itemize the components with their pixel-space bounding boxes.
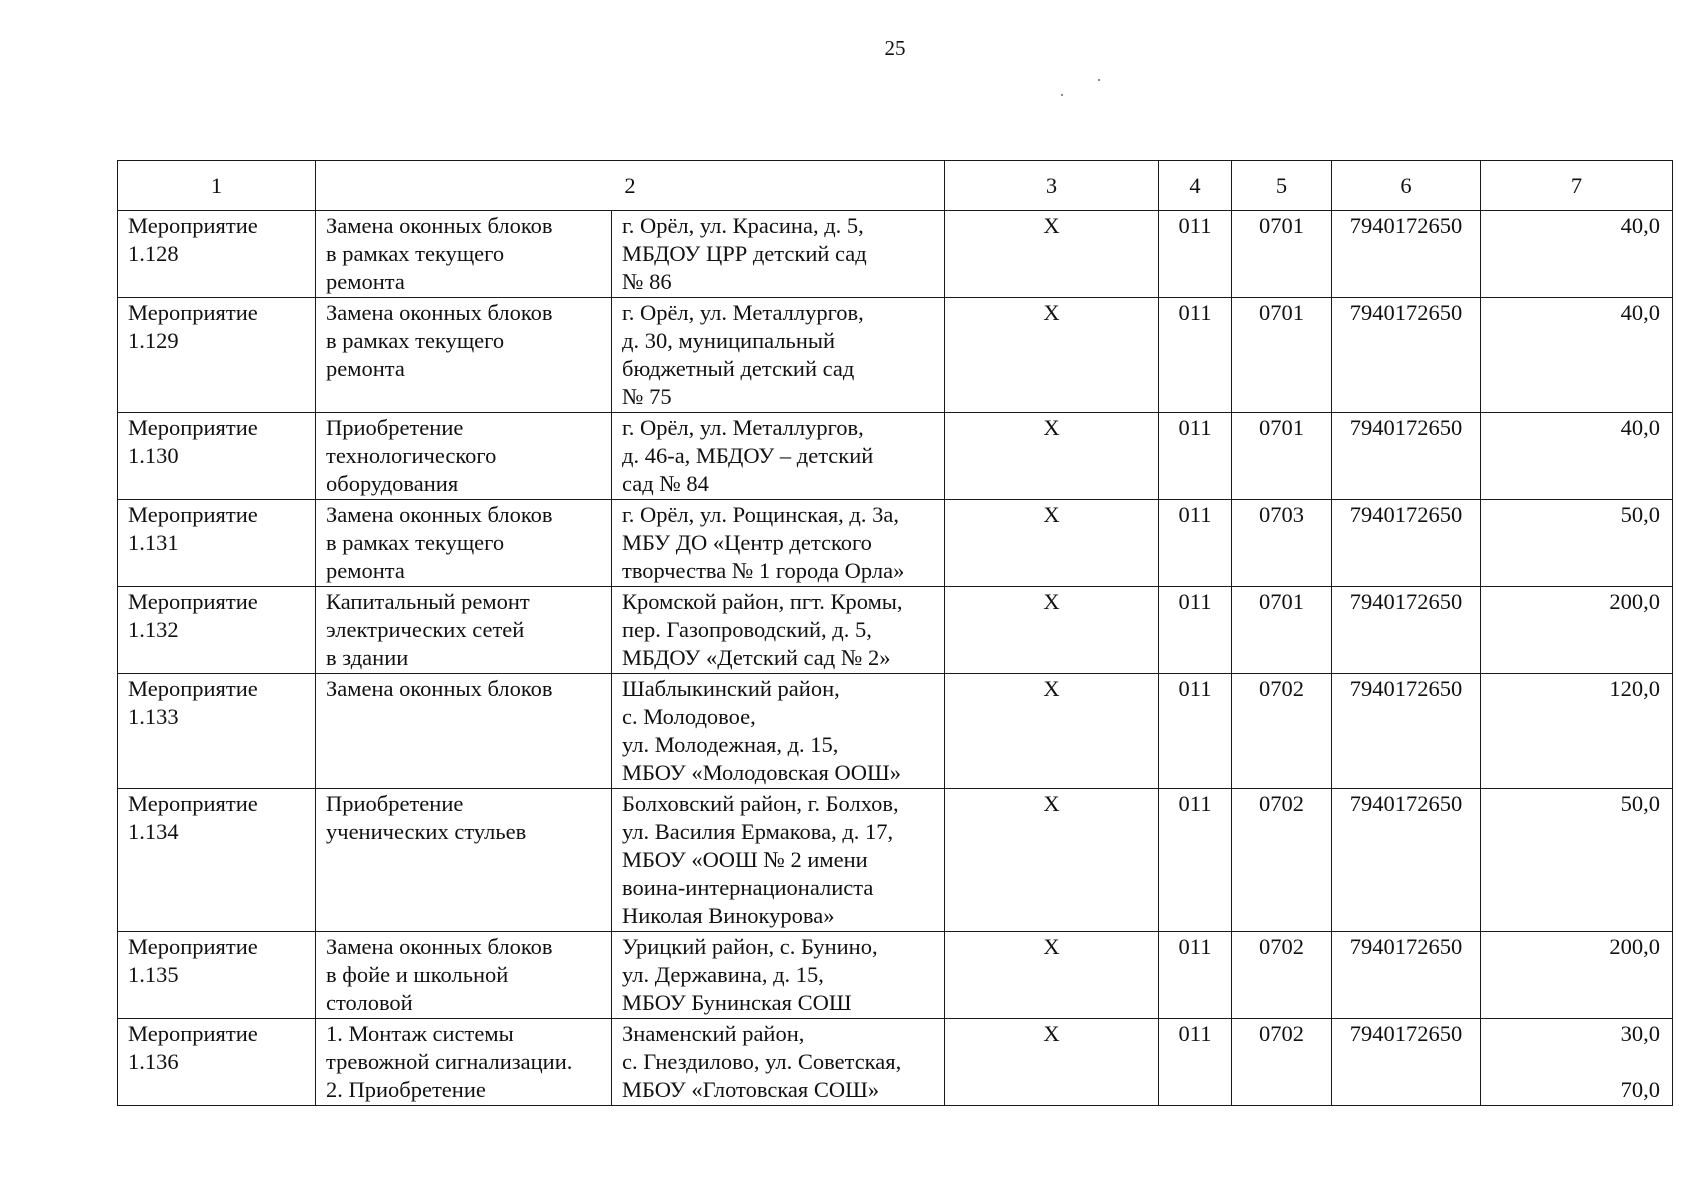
amount-cell [1481, 932, 1673, 1019]
event-cell [118, 789, 316, 932]
column-header: 7 [1481, 161, 1673, 211]
work-cell-text: Замена оконных блоков в рамках текущего ремонта [326, 213, 553, 294]
event-cell [118, 298, 316, 413]
page-number: 25 [884, 36, 906, 60]
amount-cell [1481, 1019, 1673, 1106]
amount-cell-text: 200,0 [1609, 589, 1660, 614]
work-cell-text: 1. Монтаж системы тревожной сигнализации. 2. Приобретение [326, 1021, 573, 1102]
address-cell [612, 1019, 945, 1106]
work-cell [316, 500, 612, 587]
table-row [118, 211, 1673, 298]
work-cell-text: Замена оконных блоков [326, 676, 553, 701]
col6-cell [1332, 674, 1481, 789]
event-cell [118, 413, 316, 500]
event-cell-text: Мероприятие 1.129 [128, 300, 258, 353]
address-cell-text: Знаменский район, с. Гнездилово, ул. Советская, МБОУ «Глотовская СОШ» [622, 1021, 902, 1102]
event-cell-text: Мероприятие 1.131 [128, 502, 258, 555]
col5-cell-text: 0702 [1259, 934, 1304, 959]
address-cell [612, 932, 945, 1019]
col6-cell-text: 7940172650 [1349, 934, 1463, 959]
work-cell [316, 413, 612, 500]
work-cell-text: Замена оконных блоков в фойе и школьной столовой [326, 934, 553, 1015]
work-cell [316, 298, 612, 413]
work-cell-text: Капитальный ремонт электрических сетей в здании [326, 589, 530, 670]
address-cell [612, 789, 945, 932]
amount-cell [1481, 298, 1673, 413]
col5-cell [1232, 298, 1332, 413]
table-row [118, 587, 1673, 674]
address-cell [612, 587, 945, 674]
col3-cell [945, 789, 1159, 932]
col6-cell-text: 7940172650 [1349, 415, 1463, 440]
col6-cell-text: 7940172650 [1349, 791, 1463, 816]
col4-cell-text: 011 [1178, 300, 1212, 325]
col5-cell-text: 0703 [1259, 502, 1304, 527]
col5-cell [1232, 413, 1332, 500]
amount-cell [1481, 789, 1673, 932]
address-cell [612, 674, 945, 789]
col3-cell-text: Х [1043, 415, 1060, 440]
col5-cell [1232, 1019, 1332, 1106]
address-cell [612, 298, 945, 413]
work-cell [316, 1019, 612, 1106]
col6-cell [1332, 500, 1481, 587]
col5-cell-text: 0702 [1259, 1021, 1304, 1046]
event-cell-text: Мероприятие 1.136 [128, 1021, 258, 1074]
address-cell-text: г. Орёл, ул. Красина, д. 5, МБДОУ ЦРР детский сад № 86 [622, 213, 867, 294]
work-cell [316, 674, 612, 789]
col6-cell-text: 7940172650 [1349, 589, 1463, 614]
col4-cell [1159, 1019, 1232, 1106]
col5-cell-text: 0701 [1259, 589, 1304, 614]
col3-cell-text: Х [1043, 934, 1060, 959]
col4-cell [1159, 500, 1232, 587]
event-cell-text: Мероприятие 1.135 [128, 934, 258, 987]
work-cell-text: Замена оконных блоков в рамках текущего ремонта [326, 300, 553, 381]
amount-cell-text: 50,0 [1620, 502, 1660, 527]
event-cell [118, 674, 316, 789]
column-header: 4 [1159, 161, 1232, 211]
col5-cell [1232, 932, 1332, 1019]
table-row [118, 298, 1673, 413]
col4-cell-text: 011 [1178, 1021, 1212, 1046]
col6-cell-text: 7940172650 [1349, 213, 1463, 238]
col4-cell-text: 011 [1178, 676, 1212, 701]
col6-cell [1332, 413, 1481, 500]
address-cell-text: Урицкий район, с. Бунино, ул. Державина, д. 15, МБОУ Бунинская СОШ [622, 934, 878, 1015]
col5-cell-text: 0702 [1259, 791, 1304, 816]
col4-cell [1159, 932, 1232, 1019]
col3-cell [945, 932, 1159, 1019]
work-cell-text: Приобретение технологического оборудования [326, 415, 497, 496]
work-cell [316, 587, 612, 674]
event-cell-text: Мероприятие 1.132 [128, 589, 258, 642]
col3-cell [945, 413, 1159, 500]
col4-cell-text: 011 [1178, 502, 1212, 527]
col3-cell [945, 587, 1159, 674]
col4-cell-text: 011 [1178, 791, 1212, 816]
event-cell [118, 500, 316, 587]
col3-cell-text: Х [1043, 1021, 1060, 1046]
col3-cell-text: Х [1043, 676, 1060, 701]
event-cell [118, 932, 316, 1019]
col5-cell [1232, 789, 1332, 932]
amount-cell [1481, 211, 1673, 298]
work-cell [316, 789, 612, 932]
table-header-row [118, 161, 1673, 211]
table-body [118, 211, 1673, 1106]
address-cell [612, 211, 945, 298]
col5-cell-text: 0702 [1259, 676, 1304, 701]
address-cell-text: г. Орёл, ул. Рощинская, д. 3а, МБУ ДО «Центр детского творчества № 1 города Орла» [622, 502, 905, 583]
column-header: 2 [316, 161, 945, 211]
col6-cell-text: 7940172650 [1349, 502, 1463, 527]
col3-cell [945, 674, 1159, 789]
col5-cell [1232, 674, 1332, 789]
col6-cell [1332, 1019, 1481, 1106]
col3-cell [945, 211, 1159, 298]
col4-cell-text: 011 [1178, 213, 1212, 238]
event-cell-text: Мероприятие 1.130 [128, 415, 258, 468]
amount-cell [1481, 413, 1673, 500]
amount-cell-text: 40,0 [1620, 415, 1660, 440]
col4-cell [1159, 413, 1232, 500]
event-cell [118, 1019, 316, 1106]
col6-cell [1332, 587, 1481, 674]
address-cell-text: г. Орёл, ул. Металлургов, д. 46-а, МБДОУ – детский сад № 84 [622, 415, 874, 496]
address-cell-text: Болховский район, г. Болхов, ул. Василия Ермакова, д. 17, МБОУ «ООШ № 2 имени воина-интернационалиста Николая Винокурова» [622, 791, 899, 928]
address-cell-text: Шаблыкинский район, с. Молодовое, ул. Молодежная, д. 15, МБОУ «Молодовская ООШ» [622, 676, 901, 785]
col4-cell-text: 011 [1178, 589, 1212, 614]
col3-cell [945, 1019, 1159, 1106]
column-header: 6 [1332, 161, 1481, 211]
col5-cell-text: 0701 [1259, 300, 1304, 325]
col3-cell-text: Х [1043, 213, 1060, 238]
table-row [118, 1019, 1673, 1106]
col5-cell [1232, 500, 1332, 587]
col3-cell-text: Х [1043, 502, 1060, 527]
col5-cell [1232, 211, 1332, 298]
table-row [118, 674, 1673, 789]
col4-cell-text: 011 [1178, 934, 1212, 959]
scan-speck [1098, 79, 1100, 81]
table-row [118, 932, 1673, 1019]
amount-cell-text: 40,0 [1620, 213, 1660, 238]
col3-cell [945, 298, 1159, 413]
col6-cell [1332, 789, 1481, 932]
col4-cell [1159, 298, 1232, 413]
col6-cell-text: 7940172650 [1349, 676, 1463, 701]
col6-cell-text: 7940172650 [1349, 1021, 1463, 1046]
col6-cell [1332, 211, 1481, 298]
col3-cell-text: Х [1043, 300, 1060, 325]
amount-cell-text: 30,0 70,0 [1620, 1021, 1660, 1102]
event-cell-text: Мероприятие 1.128 [128, 213, 258, 266]
budget-events-table [117, 160, 1673, 1106]
address-cell-text: Кромской район, пгт. Кромы, пер. Газопроводский, д. 5, МБДОУ «Детский сад № 2» [622, 589, 903, 670]
col3-cell-text: Х [1043, 589, 1060, 614]
event-cell [118, 587, 316, 674]
column-header: 3 [945, 161, 1159, 211]
table-row [118, 789, 1673, 932]
col3-cell [945, 500, 1159, 587]
col4-cell [1159, 587, 1232, 674]
work-cell-text: Приобретение ученических стульев [326, 791, 527, 844]
table-row [118, 413, 1673, 500]
col4-cell-text: 011 [1178, 415, 1212, 440]
col5-cell-text: 0701 [1259, 415, 1304, 440]
col5-cell-text: 0701 [1259, 213, 1304, 238]
col3-cell-text: Х [1043, 791, 1060, 816]
col4-cell [1159, 789, 1232, 932]
col6-cell [1332, 932, 1481, 1019]
address-cell-text: г. Орёл, ул. Металлургов, д. 30, муниципальный бюджетный детский сад № 75 [622, 300, 864, 409]
amount-cell [1481, 500, 1673, 587]
table-row [118, 500, 1673, 587]
event-cell-text: Мероприятие 1.133 [128, 676, 258, 729]
amount-cell [1481, 674, 1673, 789]
work-cell [316, 932, 612, 1019]
event-cell [118, 211, 316, 298]
col5-cell [1232, 587, 1332, 674]
amount-cell-text: 50,0 [1620, 791, 1660, 816]
col4-cell [1159, 674, 1232, 789]
scan-speck [1061, 94, 1063, 96]
amount-cell-text: 120,0 [1609, 676, 1660, 701]
event-cell-text: Мероприятие 1.134 [128, 791, 258, 844]
amount-cell [1481, 587, 1673, 674]
amount-cell-text: 40,0 [1620, 300, 1660, 325]
col4-cell [1159, 211, 1232, 298]
address-cell [612, 413, 945, 500]
column-header: 5 [1232, 161, 1332, 211]
address-cell [612, 500, 945, 587]
work-cell [316, 211, 612, 298]
column-header: 1 [118, 161, 316, 211]
work-cell-text: Замена оконных блоков в рамках текущего ремонта [326, 502, 553, 583]
col6-cell [1332, 298, 1481, 413]
col6-cell-text: 7940172650 [1349, 300, 1463, 325]
amount-cell-text: 200,0 [1609, 934, 1660, 959]
